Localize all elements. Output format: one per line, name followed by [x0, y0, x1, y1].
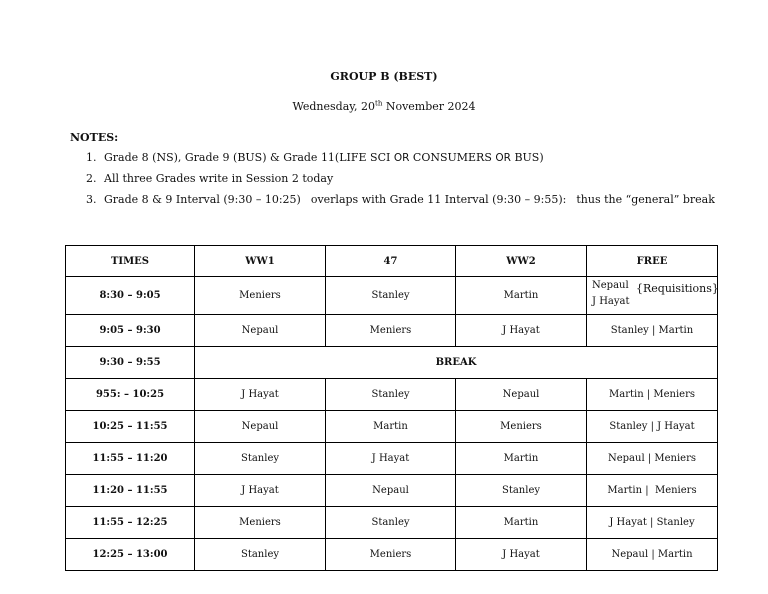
table-row	[66, 315, 718, 347]
table-cell: Meniers	[195, 507, 326, 539]
table-header-row	[66, 246, 718, 277]
table-cell: Stanley	[326, 507, 456, 539]
note-text: BUS)	[510, 151, 544, 164]
date-prefix: Wednesday, 20	[292, 100, 375, 113]
free-cell: Stanley | J Hayat	[587, 411, 718, 443]
note-text: overlaps with Grade 11 Interval (9:30 – 9:55):	[310, 193, 567, 206]
table-cell: Stanley	[195, 539, 326, 571]
table-cell: J Hayat	[456, 539, 587, 571]
note-text: All three Grades write in Session 2 today	[104, 172, 334, 185]
time-cell: 11:55 – 12:25	[66, 507, 195, 539]
table-row	[66, 443, 718, 475]
note-item	[86, 151, 544, 164]
table-cell: J Hayat	[195, 475, 326, 507]
table-cell: Meniers	[326, 539, 456, 571]
table-cell: Meniers	[456, 411, 587, 443]
column-header: TIMES	[66, 246, 195, 277]
table-row	[66, 475, 718, 507]
requisitions-note: {Requisitions}	[636, 282, 719, 295]
free-cell: Martin | Meniers	[587, 379, 718, 411]
free-cell: Martin | Meniers	[587, 475, 718, 507]
table-row	[66, 411, 718, 443]
free-cell: Stanley | Martin	[587, 315, 718, 347]
table-cell: Nepaul	[456, 379, 587, 411]
note-text: CONSUMERS	[409, 151, 496, 164]
column-header: FREE	[587, 246, 718, 277]
time-cell: 8:30 – 9:05	[66, 277, 195, 315]
note-item	[86, 193, 715, 206]
table-row	[66, 277, 718, 315]
table-cell: Stanley	[456, 475, 587, 507]
date-superscript: th	[375, 99, 383, 108]
document-date	[0, 100, 768, 113]
free-name: J Hayat	[592, 296, 630, 307]
time-cell: 12:25 – 13:00	[66, 539, 195, 571]
note-text: thus the “general” break	[576, 193, 715, 206]
table-cell: Martin	[456, 443, 587, 475]
time-cell: 11:55 – 11:20	[66, 443, 195, 475]
break-row	[66, 347, 718, 379]
free-cell: Nepaul | Meniers	[587, 443, 718, 475]
table-cell: Nepaul	[195, 411, 326, 443]
time-cell: 9:30 – 9:55	[66, 347, 195, 379]
column-header: WW2	[456, 246, 587, 277]
break-cell: BREAK	[195, 347, 718, 379]
free-cell: Nepaul | Martin	[587, 539, 718, 571]
table-cell: Meniers	[195, 277, 326, 315]
table-row	[66, 379, 718, 411]
note-item	[86, 172, 333, 185]
table-cell: Stanley	[326, 277, 456, 315]
note-or: OR	[495, 152, 511, 164]
table-cell: Nepaul	[326, 475, 456, 507]
note-text: Grade 8 & 9 Interval (9:30 – 10:25)	[104, 193, 301, 206]
table-row	[66, 507, 718, 539]
note-number: 3.	[86, 193, 97, 206]
table-cell: Nepaul	[195, 315, 326, 347]
column-header: 47	[326, 246, 456, 277]
date-suffix: November 2024	[382, 100, 476, 113]
table-cell: Martin	[326, 411, 456, 443]
time-cell: 9:05 – 9:30	[66, 315, 195, 347]
table-cell: J Hayat	[326, 443, 456, 475]
schedule-table	[65, 245, 718, 571]
table-cell: J Hayat	[195, 379, 326, 411]
time-cell: 10:25 – 11:55	[66, 411, 195, 443]
table-cell: Martin	[456, 507, 587, 539]
free-cell: J Hayat | Stanley	[587, 507, 718, 539]
note-text: Grade 8 (NS), Grade 9 (BUS) & Grade 11(LIFE SCI	[104, 151, 394, 164]
column-header: WW1	[195, 246, 326, 277]
notes-heading: NOTES:	[70, 131, 119, 144]
note-or: OR	[393, 152, 410, 164]
document-title: GROUP B (BEST)	[330, 70, 438, 83]
note-number: 2.	[86, 172, 97, 185]
table-cell: Stanley	[326, 379, 456, 411]
table-cell: J Hayat	[456, 315, 587, 347]
free-cell	[587, 277, 718, 315]
time-cell: 11:20 – 11:55	[66, 475, 195, 507]
table-cell: Meniers	[326, 315, 456, 347]
note-number: 1.	[86, 151, 97, 164]
table-row	[66, 539, 718, 571]
table-cell: Stanley	[195, 443, 326, 475]
time-cell: 955: – 10:25	[66, 379, 195, 411]
free-name: Nepaul	[592, 280, 629, 291]
table-cell: Martin	[456, 277, 587, 315]
